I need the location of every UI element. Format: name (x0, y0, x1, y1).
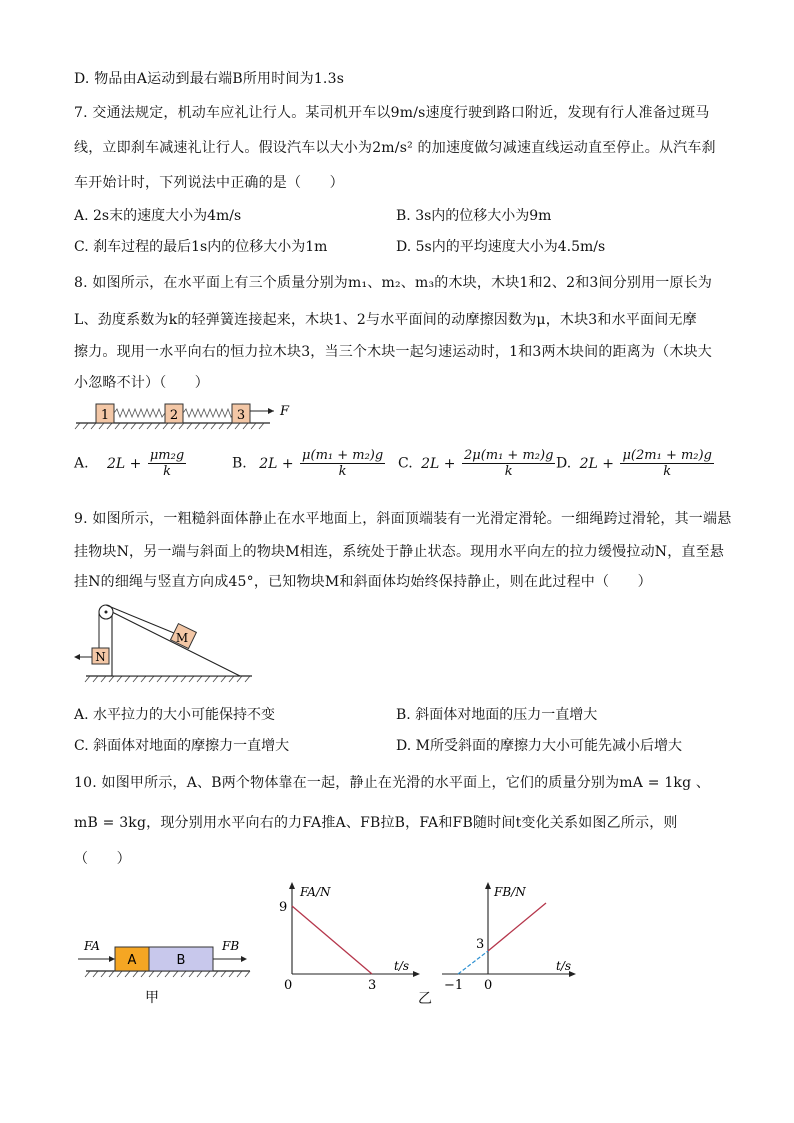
origin-label: 0 (284, 978, 293, 993)
q8-option-c: C. 2L + $\frac{\text{2μ(m₁ + m₂)g}}{k}$ (398, 448, 554, 479)
q10-stem-line-1: 10. 如图甲所示，A、B两个物体靠在一起，静止在光滑的水平面上，它们的质量分别为mA = 1kg 、 (74, 775, 711, 791)
q9-option-c: C. 斜面体对地面的摩擦力一直增大 (74, 738, 290, 754)
q8-option-a: A. 2L + $\frac{\text{μm₂g}}{k}$ (74, 448, 185, 479)
q8-stem-line-4: 小忽略不计）（ ） (74, 375, 209, 391)
block-a-label: A (127, 953, 137, 968)
q10-stem-line-2: mB = 3kg，现分别用水平向右的力FA推A、FB拉B，FA和FB随时间t变化关系如图乙所示，则 (74, 815, 678, 831)
q9-option-a: A. 水平拉力的大小可能保持不变 (74, 707, 276, 723)
q9-option-d: D. M所受斜面的摩擦力大小可能先减小后增大 (396, 738, 682, 754)
block-m-label: M (175, 631, 189, 645)
spring-2 (183, 409, 234, 417)
caption-yi: 乙 (418, 991, 432, 1007)
y-intercept-label: 9 (279, 900, 288, 915)
q6-option-d: D. 物品由A运动到最右端B所用时间为1.3s (74, 71, 345, 87)
x-axis-label: t/s (556, 959, 572, 973)
block-2-label: 2 (169, 408, 179, 423)
y-axis-arrow (289, 882, 295, 889)
q10-graph-fa (276, 876, 426, 994)
spring-1 (114, 409, 165, 417)
x-intercept-label: 3 (368, 978, 377, 993)
q7-stem-line-1: 7. 交通法规定，机动车应礼让行人。某司机开车以9m/s速度行驶到路口附近，发现有行人准备过斑马 (74, 105, 710, 121)
x-axis-arrow (413, 971, 420, 977)
origin-label: 0 (484, 978, 493, 993)
pulley-axle (105, 611, 108, 614)
pull-arrowhead (74, 654, 80, 660)
q7-option-b: B. 3s内的位移大小为9m (396, 208, 552, 224)
q10-figure-jia (70, 930, 260, 1012)
q9-stem-line-2: 挂物块N，另一端与斜面上的物块M相连，系统处于静止状态。现用水平向左的拉力缓慢拉动N，直至悬 (74, 544, 725, 560)
q8-spring-figure (70, 396, 300, 432)
q10-stem-line-3: （ ） (74, 851, 131, 867)
neg-x-label: −1 (444, 978, 464, 993)
ground-hatch (75, 423, 264, 429)
block-b-label: B (176, 953, 186, 968)
y-axis-arrow (485, 882, 491, 889)
q7-option-c: C. 刹车过程的最后1s内的位移大小为1m (74, 239, 328, 255)
q7-stem-line-3: 车开始计时，下列说法中正确的是（ ） (74, 175, 344, 191)
q10-graph-fb (436, 876, 586, 994)
ground-hatch (85, 676, 250, 682)
fa-arrowhead (109, 956, 115, 962)
q8-option-b: B. 2L + $\frac{\text{μ(m₁ + m₂)g}}{k}$ (232, 448, 384, 479)
force-arrowhead (268, 408, 274, 414)
fa-label: FA (84, 939, 100, 953)
q8-stem-line-1: 8. 如图所示，在水平面上有三个质量分别为m₁、m₂、m₃的木块，木块1和2、2和3间分别用一原长为 (74, 275, 713, 291)
y-axis-label: FB/N (494, 885, 526, 899)
q8-stem-line-2: L、劲度系数为k的轻弹簧连接起来，木块1、2与水平面间的动摩擦因数为μ，木块3和水平面间无摩 (74, 312, 697, 328)
q9-stem-line-3: 挂N的细绳与竖直方向成45°，已知物块M和斜面体均始终保持静止，则在此过程中（ ） (74, 574, 652, 590)
q9-stem-line-1: 9. 如图所示，一粗糙斜面体静止在水平地面上，斜面顶端装有一光滑定滑轮。一细绳跨过滑轮，其一端悬 (74, 511, 732, 527)
q9-option-b: B. 斜面体对地面的压力一直增大 (396, 707, 598, 723)
fb-extension-dashed (458, 951, 488, 974)
fb-line (488, 903, 546, 951)
q9-incline-figure (72, 600, 262, 688)
x-axis-label: t/s (394, 959, 410, 973)
fa-line (292, 906, 372, 974)
block-3-label: 3 (236, 408, 246, 423)
y-axis-label: FA/N (300, 885, 331, 899)
q7-stem-line-2: 线，立即刹车减速礼让行人。假设汽车以大小为2m/s² 的加速度做匀减速直线运动直至停止。从汽车刹 (74, 140, 716, 156)
force-label: F (280, 404, 290, 419)
block-n-label: N (95, 650, 106, 664)
q7-option-d: D. 5s内的平均速度大小为4.5m/s (396, 239, 606, 255)
q8-stem-line-3: 擦力。现用一水平向右的恒力拉木块3，当三个木块一起匀速运动时，1和3两木块间的距离为（木块大 (74, 344, 712, 360)
block-1-label: 1 (100, 408, 110, 423)
ground-hatch (85, 971, 250, 977)
y-intercept-label: 3 (476, 937, 485, 952)
caption-jia: 甲 (145, 990, 159, 1006)
fb-arrowhead (241, 956, 247, 962)
fb-label: FB (222, 939, 240, 953)
q7-option-a: A. 2s末的速度大小为4m/s (74, 208, 242, 224)
q8-option-d: D. 2L + $\frac{\text{μ(2m₁ + m₂)g}}{k}$ (556, 448, 712, 479)
